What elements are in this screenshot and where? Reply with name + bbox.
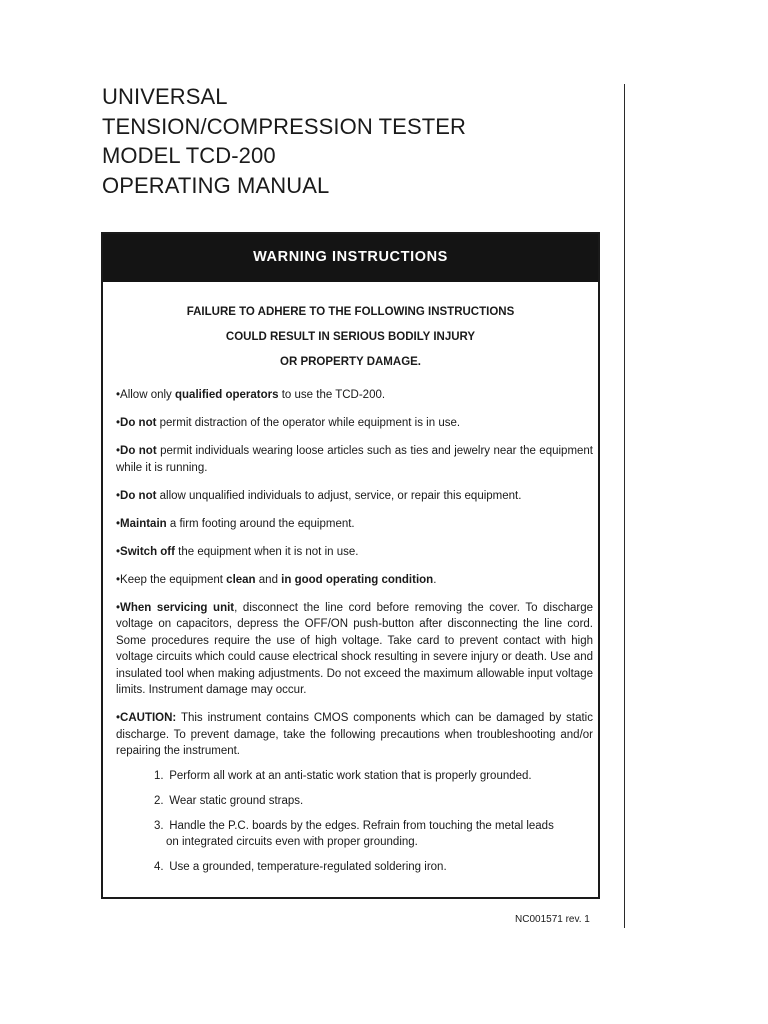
document-code: NC001571 rev. 1 (515, 914, 590, 925)
precaution-step: 1. Perform all work at an anti-static work station that is properly grounded. (154, 769, 532, 782)
warning-header: WARNING INSTRUCTIONS (103, 234, 598, 282)
title-line: UNIVERSAL (102, 84, 228, 109)
precaution-step: 3. Handle the P.C. boards by the edges. Refrain from touching the metal leads on integrated circuits even with proper grounding. (154, 819, 554, 848)
title-line: TENSION/COMPRESSION TESTER (102, 113, 467, 139)
precaution-step: 4. Use a grounded, temperature-regulated soldering iron. (154, 860, 447, 873)
precaution-step: 2. Wear static ground straps. (154, 794, 304, 807)
manual-title (102, 82, 466, 200)
intro-line: COULD RESULT IN SERIOUS BODILY INJURY (225, 331, 476, 343)
intro-line: FAILURE TO ADHERE TO THE FOLLOWING INSTRUCTIONS (186, 306, 515, 318)
precaution-steps (103, 768, 598, 875)
warning-item: •Allow only qualified operators to use the TCD-200. (116, 389, 386, 401)
title-line: MODEL TCD-200 (102, 143, 276, 168)
warning-item: •Do not permit individuals wearing loose articles such as ties and jewelry near the equipment while it is running. (116, 445, 594, 474)
warning-item: •Keep the equipment clean and in good operating condition. (116, 573, 437, 586)
title-line: OPERATING MANUAL (102, 172, 330, 198)
warning-items (103, 387, 598, 760)
warning-item: •Switch off the equipment when it is not in use. (116, 545, 359, 558)
warning-item: •Maintain a firm footing around the equipment. (116, 517, 355, 530)
warning-item: •When servicing unit, disconnect the line cord before removing the cover. To discharge voltage on capacitors, depress the OFF/ON push-button after disconnecting the line cord. Some procedures require the use of high voltage. Take card to prevent contact with high voltage circuits which could cause electrical shock resulting in severe injury or death. Use and insulated tool when making adjustments. Do not exceed the maximum allowable input voltage limits. Instrument damage may occur. (116, 601, 593, 696)
margin-rule (624, 84, 625, 928)
intro-line: OR PROPERTY DAMAGE. (280, 356, 421, 368)
warning-item: •Do not permit distraction of the operator while equipment is in use. (116, 417, 461, 429)
warning-item: •CAUTION: This instrument contains CMOS components which can be damaged by static discharge. To prevent damage, take the following precautions when troubleshooting and/or repairing the instrument. (116, 712, 593, 757)
warning-intro (103, 306, 598, 369)
warning-item: •Do not allow unqualified individuals to adjust, service, or repair this equipment. (116, 489, 522, 502)
warning-box (101, 232, 600, 899)
